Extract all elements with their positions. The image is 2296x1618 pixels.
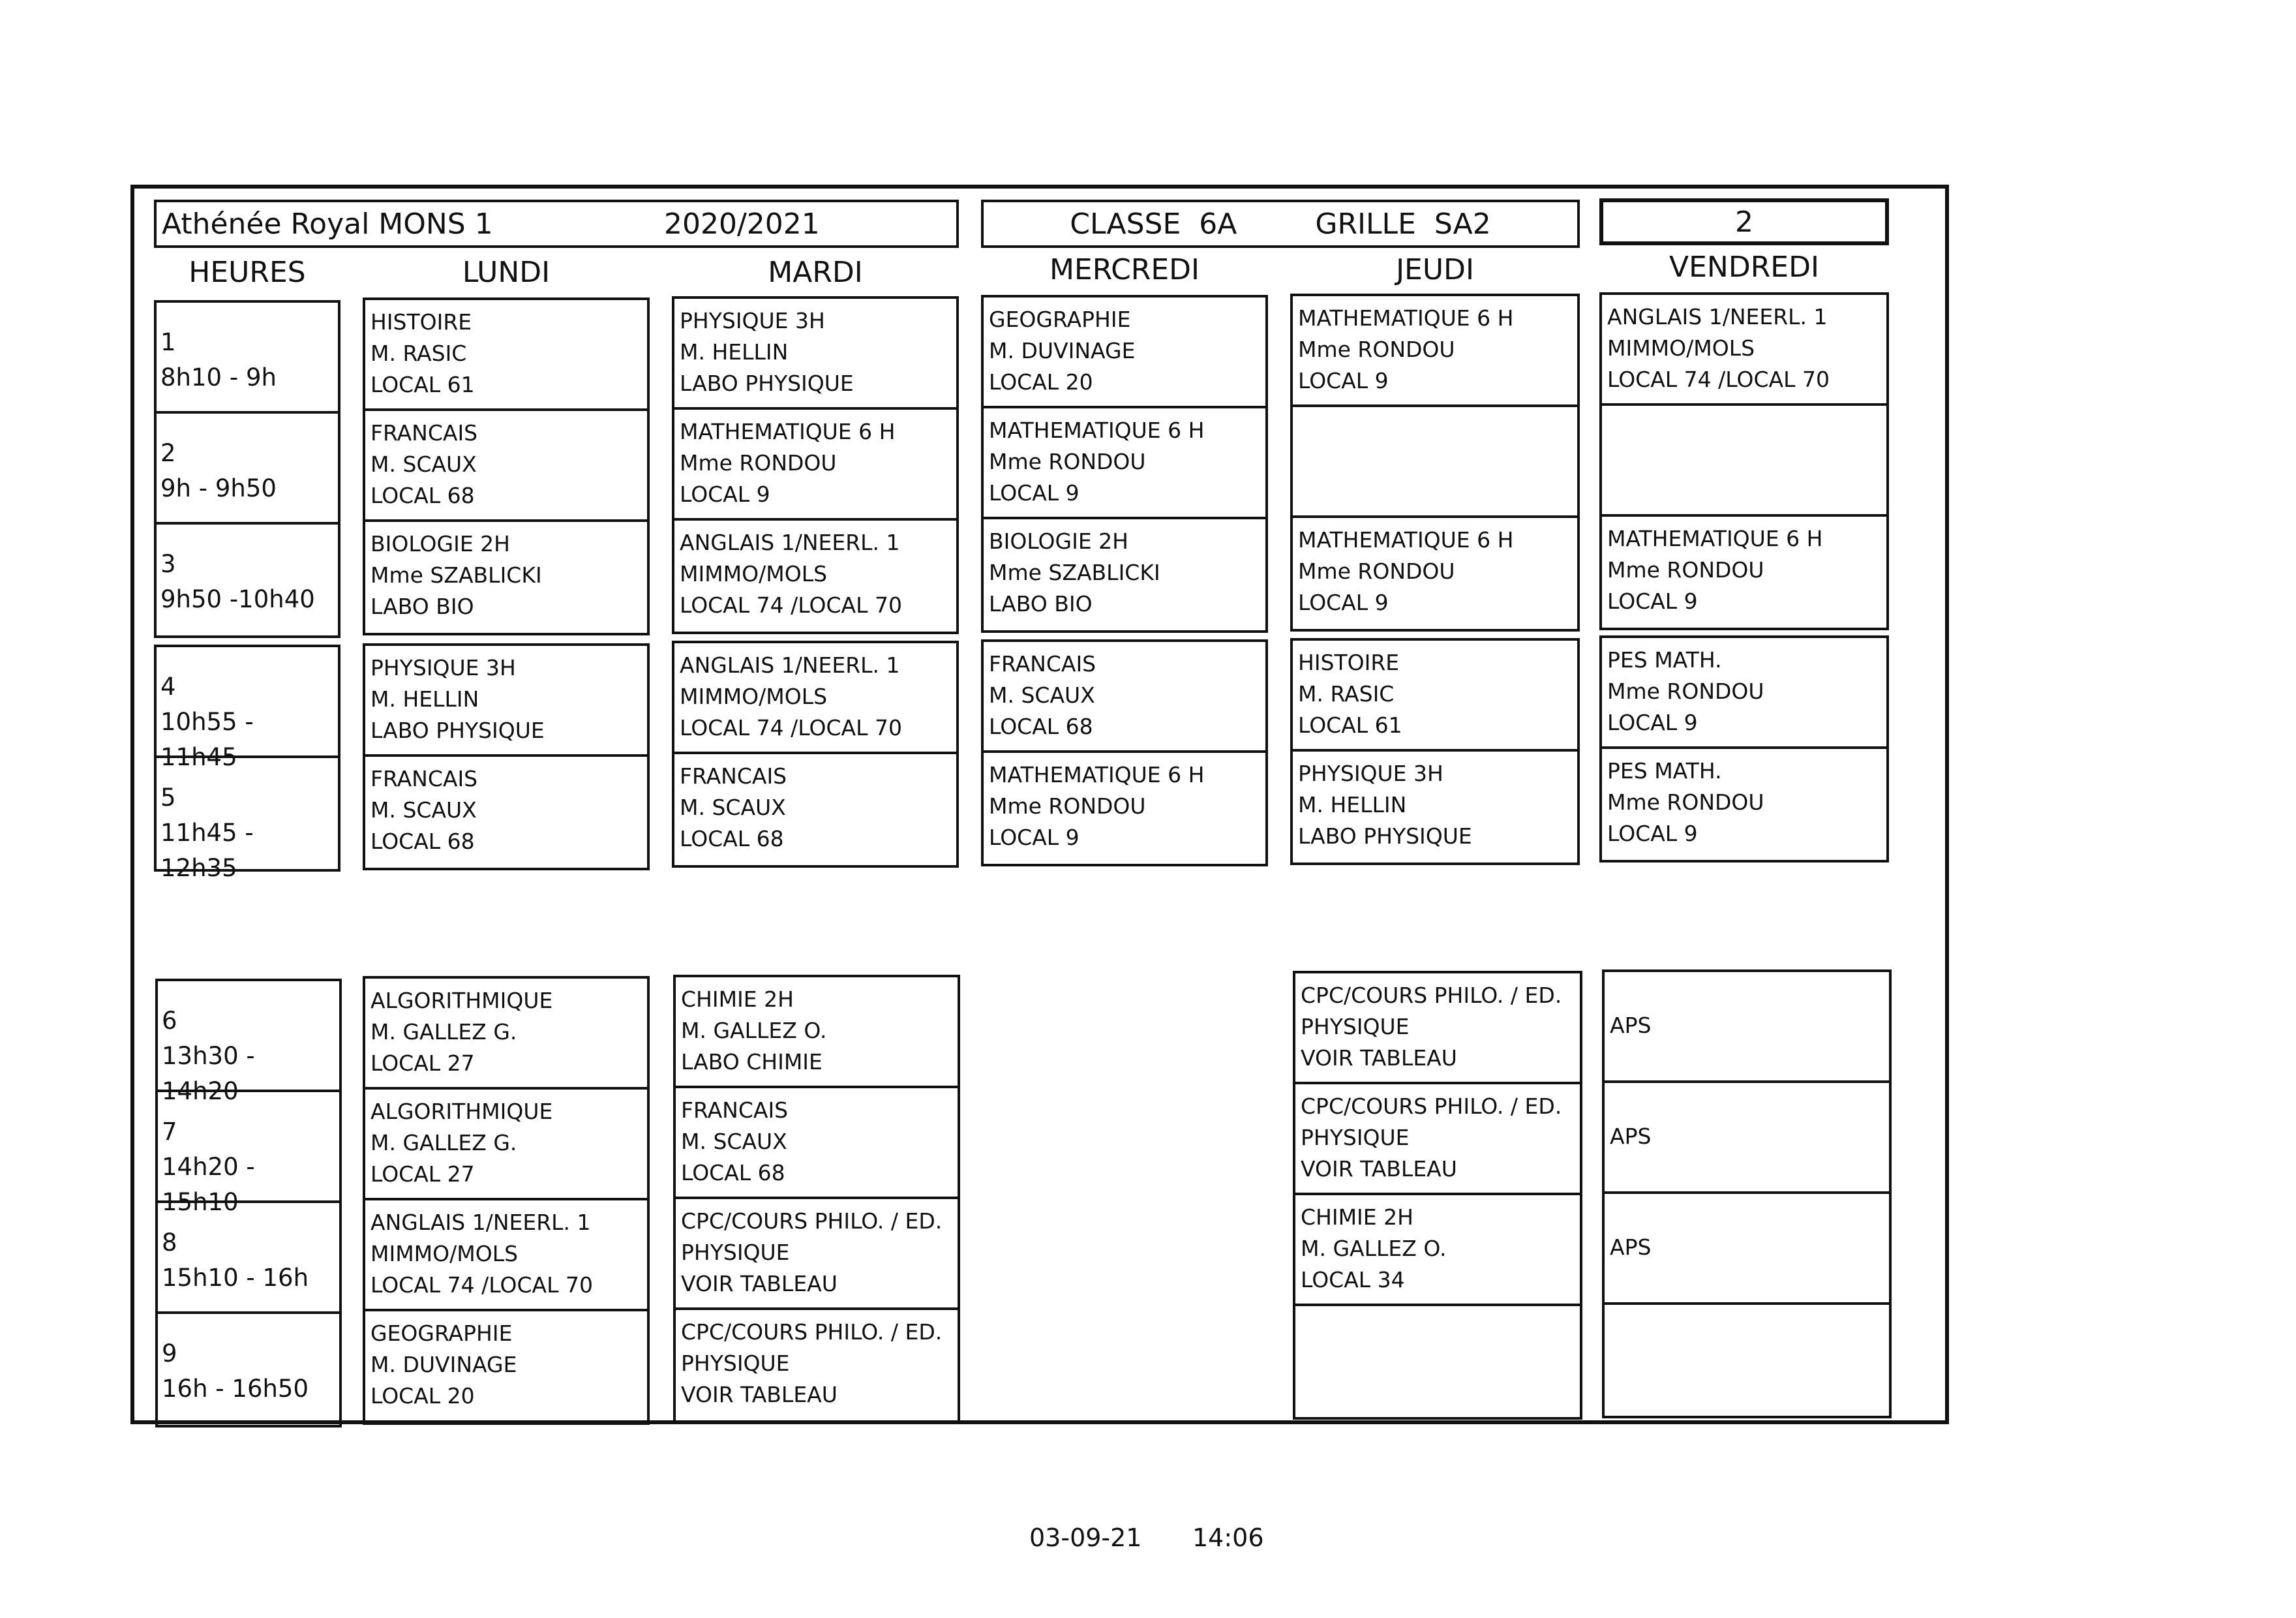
course-cell: MATHEMATIQUE 6 H Mme RONDOU LOCAL 9 — [984, 408, 1265, 519]
hour-cell: 5 11h45 - 12h35 — [160, 784, 254, 882]
course-cell — [1295, 1306, 1580, 1417]
day-heading-mardi: MARDI — [768, 256, 863, 289]
grille-value: SA2 — [1434, 207, 1491, 241]
hour-cell: 1 8h10 - 9h — [157, 303, 338, 414]
mardi-morning-1 — [672, 296, 959, 634]
hour-cell: 6 13h30 - 14h20 — [158, 981, 339, 1092]
course-cell: CPC/COURS PHILO. / ED. PHYSIQUE VOIR TABLEAU — [681, 1319, 943, 1407]
mardi-afternoon — [673, 975, 960, 1424]
course-cell: ANGLAIS 1/NEERL. 1 MIMMO/MOLS LOCAL 74 /LOCAL 70 — [680, 530, 902, 618]
course-cell: FRANCAIS M. SCAUX LOCAL 68 — [365, 411, 647, 522]
course-cell — [1605, 1305, 1889, 1416]
course-cell: APS — [1605, 1194, 1889, 1305]
class-header-box — [981, 200, 1580, 248]
grille-label: GRILLE — [1315, 207, 1416, 241]
jeudi-morning-2 — [1290, 638, 1580, 865]
course-cell: CPC/COURS PHILO. / ED. PHYSIQUE VOIR TABLEAU — [1295, 973, 1580, 1084]
course-cell: FRANCAIS M. SCAUX LOCAL 68 — [676, 1088, 958, 1199]
classe-value: 6A — [1199, 207, 1237, 241]
hours-heading: HEURES — [189, 256, 306, 289]
mercredi-morning-1 — [981, 295, 1268, 633]
course-cell: PHYSIQUE 3H M. HELLIN LABO PHYSIQUE — [1298, 761, 1472, 849]
course-cell: MATHEMATIQUE 6 H Mme RONDOU LOCAL 9 — [1293, 296, 1577, 407]
hours-block-3 — [155, 979, 342, 1427]
hour-cell: 8 15h10 - 16h — [158, 1203, 339, 1314]
day-heading-vendredi: VENDREDI — [1669, 251, 1819, 284]
mardi-morning-2 — [672, 641, 959, 868]
mercredi-morning-2 — [981, 639, 1268, 866]
hours-block-2 — [154, 645, 340, 882]
course-cell — [1293, 407, 1577, 518]
course-cell: CPC/COURS PHILO. / ED. PHYSIQUE VOIR TABLEAU — [676, 1199, 958, 1310]
day-heading-mercredi: MERCREDI — [1049, 253, 1200, 286]
course-cell: BIOLOGIE 2H Mme SZABLICKI LABO BIO — [370, 531, 542, 619]
course-cell: ALGORITHMIQUE M. GALLEZ G. LOCAL 27 — [365, 979, 647, 1090]
course-cell: PHYSIQUE 3H M. HELLIN LABO PHYSIQUE — [365, 646, 647, 757]
course-cell: MATHEMATIQUE 6 H Mme RONDOU LOCAL 9 — [1607, 526, 1823, 614]
classe-label: CLASSE — [1070, 207, 1181, 241]
course-cell: ANGLAIS 1/NEERL. 1 MIMMO/MOLS LOCAL 74 /LOCAL 70 — [1602, 295, 1886, 406]
course-cell: PHYSIQUE 3H M. HELLIN LABO PHYSIQUE — [674, 299, 956, 410]
print-time: 14:06 — [1192, 1523, 1264, 1552]
course-cell: ALGORITHMIQUE M. GALLEZ G. LOCAL 27 — [365, 1090, 647, 1200]
print-date: 03-09-21 — [1029, 1523, 1142, 1552]
course-cell: CHIMIE 2H M. GALLEZ O. LOCAL 34 — [1295, 1195, 1580, 1306]
course-cell: FRANCAIS M. SCAUX LOCAL 68 — [984, 642, 1265, 753]
vendredi-morning-2 — [1599, 635, 1889, 862]
course-cell: CHIMIE 2H M. GALLEZ O. LABO CHIMIE — [676, 977, 958, 1088]
lundi-afternoon — [363, 976, 650, 1425]
course-cell: APS — [1605, 972, 1889, 1083]
vendredi-morning-1 — [1599, 292, 1889, 630]
day-heading-jeudi: JEUDI — [1396, 253, 1474, 286]
hour-cell: 4 10h55 - 11h45 — [157, 647, 338, 758]
course-cell: MATHEMATIQUE 6 H Mme RONDOU LOCAL 9 — [989, 762, 1205, 850]
jeudi-afternoon — [1293, 971, 1582, 1420]
course-cell: GEOGRAPHIE M. DUVINAGE LOCAL 20 — [984, 298, 1265, 408]
hour-cell: 3 9h50 -10h40 — [160, 550, 315, 613]
school-name: Athénée Royal MONS 1 — [162, 207, 493, 241]
hour-cell: 7 14h20 - 15h10 — [158, 1092, 339, 1203]
course-cell: BIOLOGIE 2H Mme SZABLICKI LABO BIO — [989, 528, 1160, 617]
course-cell: GEOGRAPHIE M. DUVINAGE LOCAL 20 — [370, 1320, 517, 1409]
course-cell: MATHEMATIQUE 6 H Mme RONDOU LOCAL 9 — [674, 410, 956, 521]
course-cell: HISTOIRE M. RASIC LOCAL 61 — [1293, 641, 1577, 752]
course-cell: ANGLAIS 1/NEERL. 1 MIMMO/MOLS LOCAL 74 /LOCAL 70 — [365, 1200, 647, 1311]
hour-cell: 9 16h - 16h50 — [162, 1339, 309, 1403]
course-cell: FRANCAIS M. SCAUX LOCAL 68 — [680, 763, 787, 851]
school-header-box — [154, 200, 959, 248]
course-cell — [1602, 406, 1886, 517]
course-cell: CPC/COURS PHILO. / ED. PHYSIQUE VOIR TABLEAU — [1295, 1084, 1580, 1195]
course-cell: PES MATH. Mme RONDOU LOCAL 9 — [1602, 638, 1886, 749]
page-number-box — [1599, 198, 1889, 245]
jeudi-morning-1 — [1290, 294, 1580, 632]
school-year: 2020/2021 — [664, 207, 820, 241]
course-cell: APS — [1605, 1083, 1889, 1194]
course-cell: PES MATH. Mme RONDOU LOCAL 9 — [1607, 758, 1764, 846]
course-cell: MATHEMATIQUE 6 H Mme RONDOU LOCAL 9 — [1298, 527, 1514, 615]
course-cell: ANGLAIS 1/NEERL. 1 MIMMO/MOLS LOCAL 74 /LOCAL 70 — [674, 643, 956, 754]
course-cell: HISTOIRE M. RASIC LOCAL 61 — [365, 300, 647, 411]
page-number: 2 — [1735, 205, 1753, 239]
day-heading-lundi: LUNDI — [462, 256, 551, 289]
course-cell: FRANCAIS M. SCAUX LOCAL 68 — [370, 766, 478, 854]
lundi-morning-2 — [363, 643, 650, 870]
lundi-morning-1 — [363, 298, 650, 635]
hours-block-1 — [154, 300, 340, 638]
hour-cell: 2 9h - 9h50 — [157, 414, 338, 525]
vendredi-afternoon — [1602, 969, 1892, 1418]
